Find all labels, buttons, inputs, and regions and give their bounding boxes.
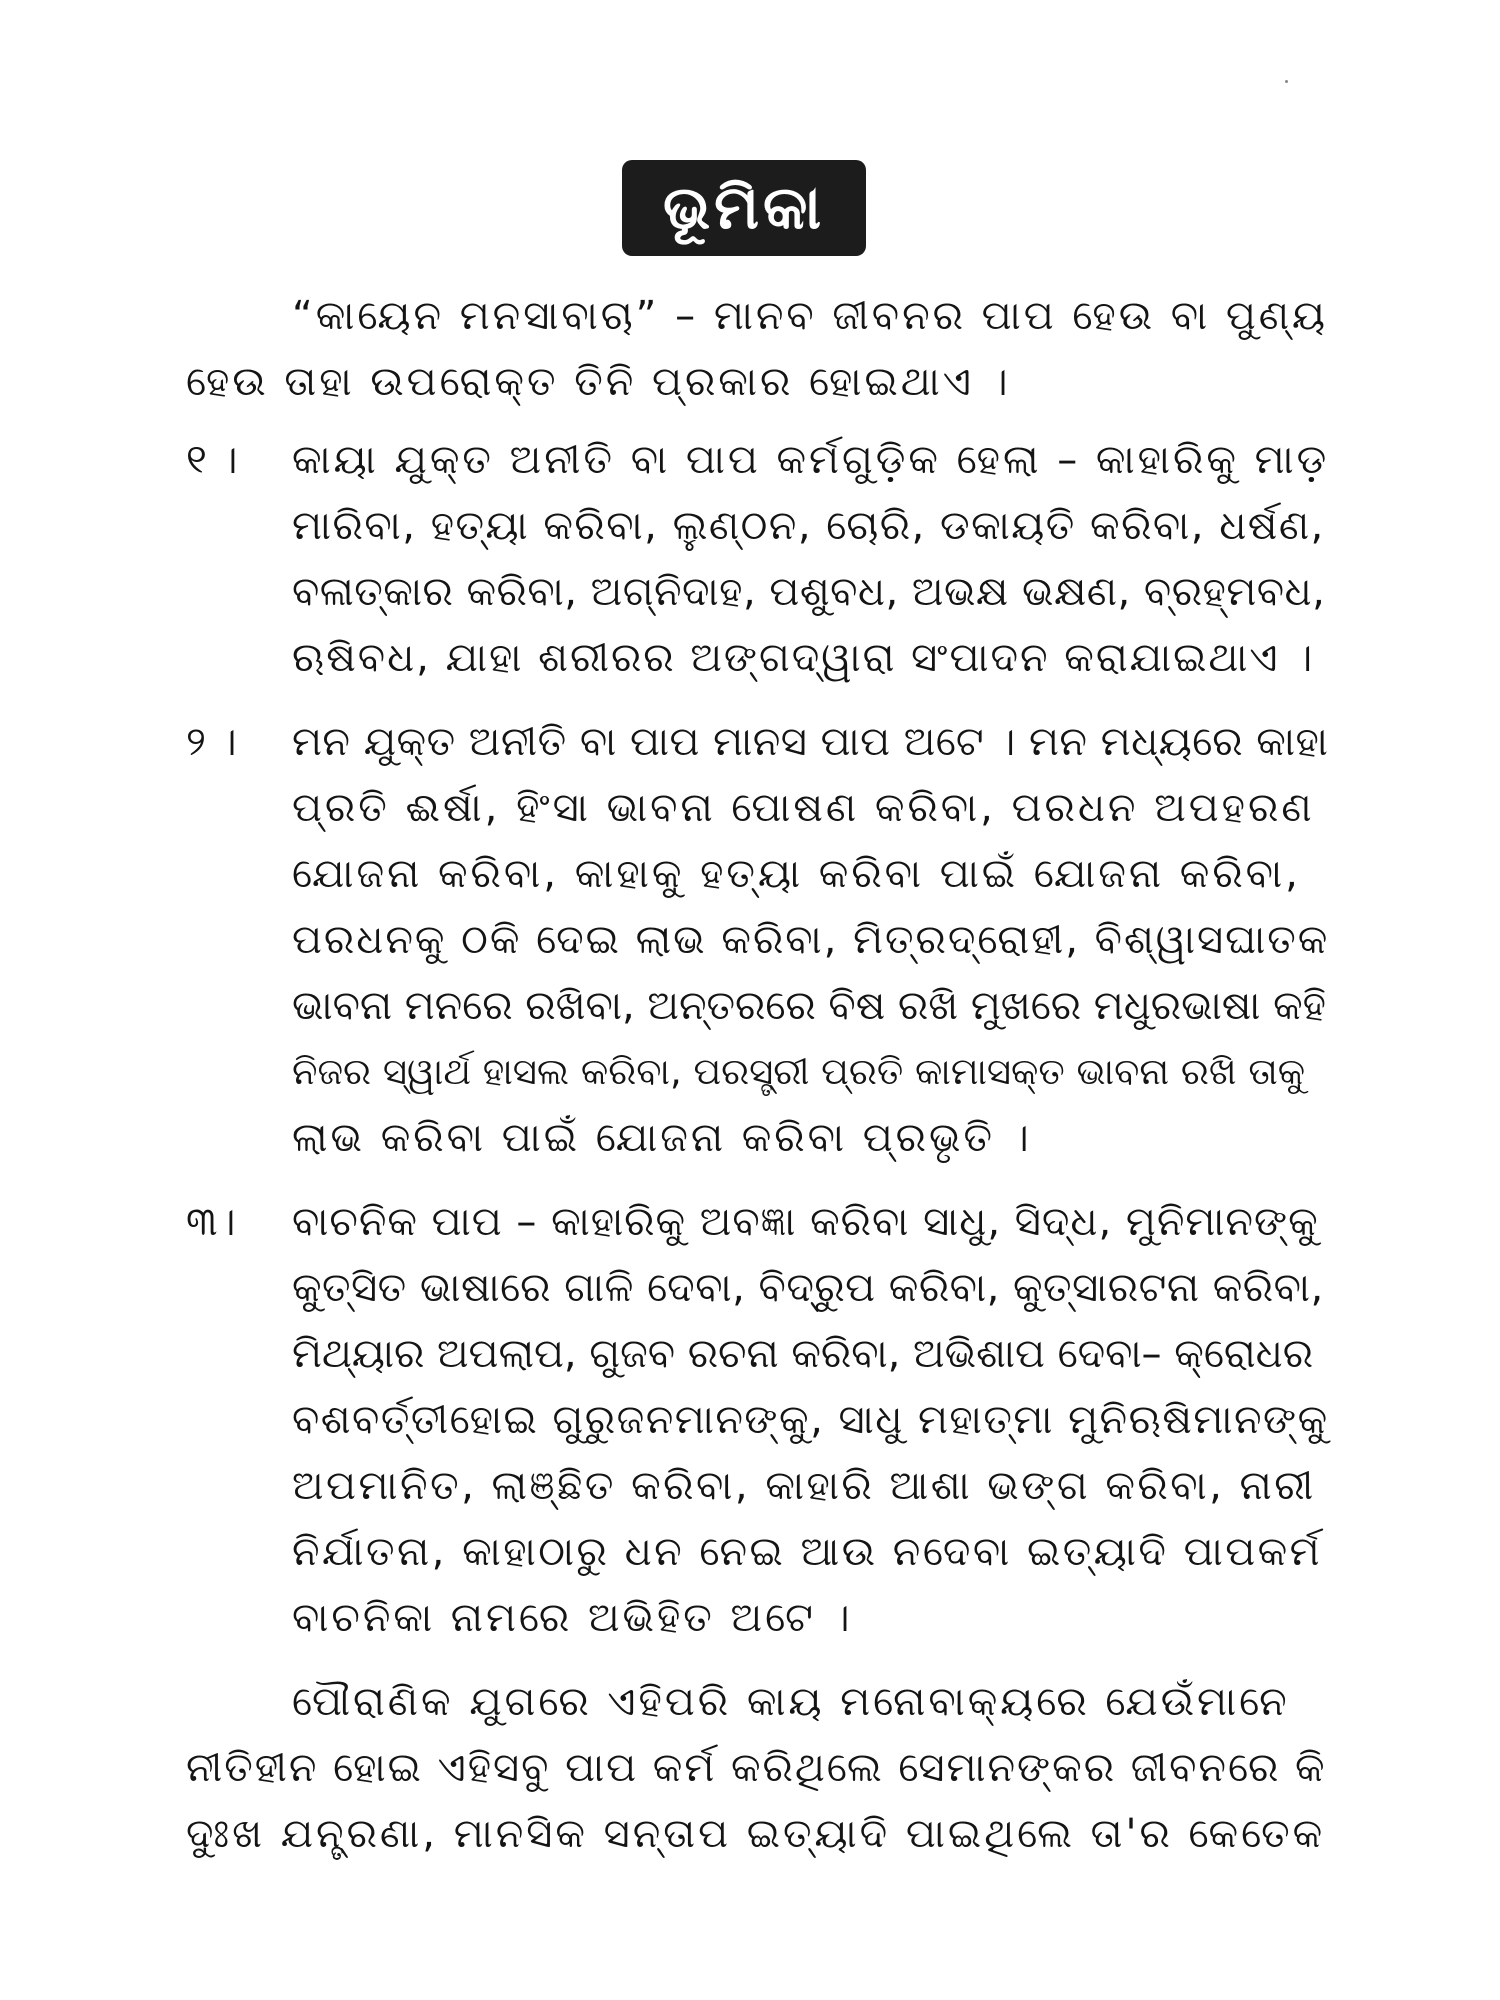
intro-line-1: “କାୟେନ ମନସାବାଚା” – ମାନବ ଜୀବନର ପାପ ହେଉ ବା ପୁଣ୍ୟ <box>292 293 1329 339</box>
scan-speck <box>1285 80 1288 83</box>
item-1-line-1: କାୟା ଯୁକ୍ତ ଅନୀତି ବା ପାପ କର୍ମଗୁଡ଼ିକ ହେଲା – କାହାରିକୁ ମାଡ଼ <box>292 437 1330 483</box>
item-3-line-7: ବାଚନିକା ନାମରେ ଅଭିହିତ ଅଟେ । <box>292 1595 853 1641</box>
item-3-line-1: ବାଚନିକ ପାପ – କାହାରିକୁ ଅବଜ୍ଞା କରିବା ସାଧୁ, ସିଦ୍ଧ, ମୁନିମାନଙ୍କୁ <box>292 1199 1319 1245</box>
item-2-number: ୨ । <box>186 719 237 765</box>
item-3-number: ୩। <box>186 1199 236 1245</box>
item-3-line-5: ଅପମାନିତ, ଲାଞ୍ଛିତ କରିବା, କାହାରି ଆଶା ଭଙ୍ଗ କରିବା, ନାରୀ <box>292 1463 1316 1509</box>
item-2-line-4: ପରଧନକୁ ଠକି ଦେଇ ଲାଭ କରିବା, ମିତ୍ରଦ୍ରୋହୀ, ବିଶ୍ୱାସଘାତକ <box>292 917 1330 963</box>
item-1-line-2: ମାରିବା, ହତ୍ୟା କରିବା, ଲୁଣ୍ଠନ, ଚୋରି, ଡକାୟତି କରିବା, ଧର୍ଷଣ, <box>292 503 1325 549</box>
item-2-line-2: ପ୍ରତି ଈର୍ଷା, ହିଂସା ଭାବନା ପୋଷଣ କରିବା, ପରଧନ ଅପହରଣ <box>292 785 1315 831</box>
closing-line-1: ପୌରାଣିକ ଯୁଗରେ ଏହିପରି କାୟ ମନୋବାକ୍ୟରେ ଯେଉଁମାନେ <box>292 1679 1290 1725</box>
item-2-line-3: ଯୋଜନା କରିବା, କାହାକୁ ହତ୍ୟା କରିବା ପାଇଁ ଯୋଜନା କରିବା, <box>292 851 1301 897</box>
page-heading: ଭୂମିକା <box>662 173 826 243</box>
item-3-line-4: ବଶବର୍ତ୍ତୀହୋଇ ଗୁରୁଜନମାନଙ୍କୁ, ସାଧୁ ମହାତ୍ମା ମୁନିଋଷିମାନଙ୍କୁ <box>292 1397 1329 1443</box>
item-2-line-7: ଲାଭ କରିବା ପାଇଁ ଯୋଜନା କରିବା ପ୍ରଭୃତି । <box>292 1115 1032 1161</box>
item-3-line-6: ନିର୍ଯାତନା, କାହାଠାରୁ ଧନ ନେଇ ଆଉ ନଦେବା ଇତ୍ୟାଦି ପାପକର୍ମ <box>292 1529 1323 1575</box>
closing-line-3: ଦୁଃଖ ଯନ୍ତ୍ରଣା, ମାନସିକ ସନ୍ତାପ ଇତ୍ୟାଦି ପାଇଥିଲେ ତା'ର କେତେକ <box>186 1811 1326 1857</box>
intro-line-2: ହେଉ ତାହା ଉପରୋକ୍ତ ତିନି ପ୍ରକାର ହୋଇଥାଏ । <box>186 359 1011 405</box>
item-2-line-5: ଭାବନା ମନରେ ରଖିବା, ଅନ୍ତରରେ ବିଷ ରଖି ମୁଖରେ ମଧୁରଭାଷା କହି <box>292 983 1326 1029</box>
item-1-line-4: ଋଷିବଧ, ଯାହା ଶରୀରର ଅଙ୍ଗଦ୍ୱାରା ସଂପାଦନ କରାଯାଇଥାଏ । <box>292 635 1315 681</box>
item-3-line-2: କୁତ୍ସିତ ଭାଷାରେ ଗାଳି ଦେବା, ବିଦ୍ରୁପ କରିବା, କୁତ୍ସାରଟନା କରିବା, <box>292 1265 1324 1311</box>
item-3-line-3: ମିଥ୍ୟାର ଅପଲାପ, ଗୁଜବ ରଚନା କରିବା, ଅଭିଶାପ ଦେବା– କ୍ରୋଧର <box>292 1331 1314 1377</box>
heading-box <box>622 160 866 256</box>
item-2-line-6: ନିଜର ସ୍ୱାର୍ଥ ହାସଲ କରିବା, ପରସ୍ତ୍ରୀ ପ୍ରତି କାମାସକ୍ତ ଭାବନା ରଖି ତାକୁ <box>292 1050 1306 1093</box>
item-2-line-1: ମନ ଯୁକ୍ତ ଅନୀତି ବା ପାପ ମାନସ ପାପ ଅଟେ । ମନ ମଧ୍ୟରେ କାହା <box>292 719 1329 765</box>
closing-line-2: ନୀତିହୀନ ହୋଇ ଏହିସବୁ ପାପ କର୍ମ କରିଥିଲେ ସେମାନଙ୍କର ଜୀବନରେ କି <box>186 1745 1327 1791</box>
item-1-line-3: ବଳାତ୍କାର କରିବା, ଅଗ୍ନିଦାହ, ପଶୁବଧ, ଅଭକ୍ଷ ଭକ୍ଷଣ, ବ୍ରହ୍ମବଧ, <box>292 569 1326 615</box>
item-1-number: ୧ । <box>186 437 238 483</box>
